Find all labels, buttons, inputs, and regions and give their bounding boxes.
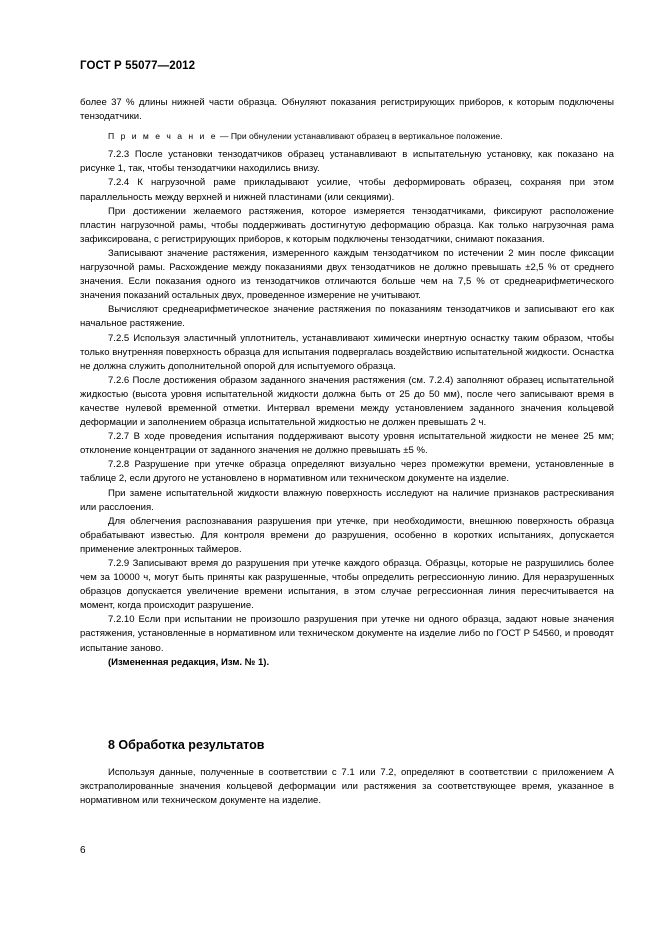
page-number: 6 xyxy=(80,845,86,856)
paragraph: 7.2.3 После установки тензодатчиков образец устанавливают в испытательную установку, как показано на рисунке 1, так, чтобы тензодатчики находились внизу. xyxy=(80,149,614,175)
document-body xyxy=(80,96,614,670)
paragraph: Для облегчения распознавания разрушения при утечке, при необходимости, внешнюю поверхность образца обрабатывают известью. Для контроля времени до разрушения, особенно в коротких испытаниях, допускается применение электронных таймеров. xyxy=(80,515,614,555)
note xyxy=(80,129,614,143)
paragraph: 7.2.10 Если при испытании не произошло разрушения при утечке ни одного образца, задают новые значения растяжения, установленные в нормативном или техническом документе на изделие либо по ГОСТ Р 54560, и проводят испытание заново. xyxy=(80,614,614,654)
note-text: — При обнулении устанавливают образец в вертикальное положение. xyxy=(217,131,503,142)
paragraph: 7.2.9 Записывают время до разрушения при утечке каждого образца. Образцы, которые не разрушились более чем за 10000 ч, могут быть приняты как разрушенные, чтобы определить регрессионную линию. Для неразрушенных образцов допускается увеличение времени испытания, в этом случае регрессионная линия пересчитывается на момент, когда происходит разрушение. xyxy=(80,558,614,612)
amendment-note: (Измененная редакция, Изм. № 1). xyxy=(108,656,270,668)
paragraph: Используя данные, полученные в соответствии с 7.1 или 7.2, определяют в соответствии с приложением А экстраполированные значения кольцевой деформации или растяжения за соответствующее время, указанное в нормативном или техническом документе на изделие. xyxy=(80,767,614,807)
paragraph: При достижении желаемого растяжения, которое измеряется тензодатчиками, фиксируют расположение пластин нагрузочной рамы, чтобы поддерживать достигнутую деформацию образца. Как только нагрузочная рама зафиксирована, с регистрирующих приборов, к которым подключены тензодатчики, снимают показания. xyxy=(80,205,614,245)
paragraph: Записывают значение растяжения, измеренного каждым тензодатчиком по истечении 2 мин после фиксации нагрузочной рамы. Расхождение между показаниями двух тензодатчиков не должно превышать ±2,5 % от среднего значения. Если показания одного из тензодатчиков отличаются больше чем на 7,5 % от среднеарифметического значения показаний остальных двух, проведенное измерение не учитывают. xyxy=(80,247,614,302)
paragraph: При замене испытательной жидкости влажную поверхность исследуют на наличие признаков растрескивания или расслоения. xyxy=(80,487,614,513)
paragraph: Вычисляют среднеарифметическое значение растяжения по показаниям тензодатчиков и записывают его как начальное растяжение. xyxy=(80,304,614,330)
paragraph: более 37 % длины нижней части образца. Обнуляют показания регистрирующих приборов, к которым подключены тензодатчики. xyxy=(80,97,614,123)
document-header: ГОСТ Р 55077—2012 xyxy=(80,60,196,72)
paragraph: 7.2.4 К нагрузочной раме прикладывают усилие, чтобы деформировать образец, сохраняя при этом параллельность между верхней и нижней пластинами (или секциями). xyxy=(80,177,614,203)
note-label: П р и м е ч а н и е xyxy=(108,131,218,142)
paragraph: 7.2.7 В ходе проведения испытания поддерживают высоту уровня испытательной жидкости не менее 25 мм; отклонение концентрации от заданного значения не должно превышать ±5 %. xyxy=(80,431,614,457)
section-body xyxy=(80,766,614,808)
paragraph: 7.2.6 После достижения образом заданного значения растяжения (см. 7.2.4) заполняют образец испытательной жидкостью (высота уровня испытательной жидкости должна быть от 25 до 50 мм), после чего записывают время в качестве нулевой временной отметки. Интервал времени между установлением заданного значения кольцевой деформации и заполнением образца испытательной жидкостью не должен превышать 2 ч. xyxy=(80,374,614,429)
paragraph: 7.2.8 Разрушение при утечке образца определяют визуально через промежутки времени, установленные в таблице 2, если другого не установлено в нормативном или техническом документе на изделие. xyxy=(80,459,614,485)
paragraph: 7.2.5 Используя эластичный уплотнитель, устанавливают химически инертную оснастку таким образом, чтобы только внутренняя поверхность образца для испытания подвергалась воздействию испытательной жидкости. Оснастка не должна служить дополнительной опорой для испытуемого образца. xyxy=(80,332,614,372)
section-title: 8 Обработка результатов xyxy=(108,738,265,752)
